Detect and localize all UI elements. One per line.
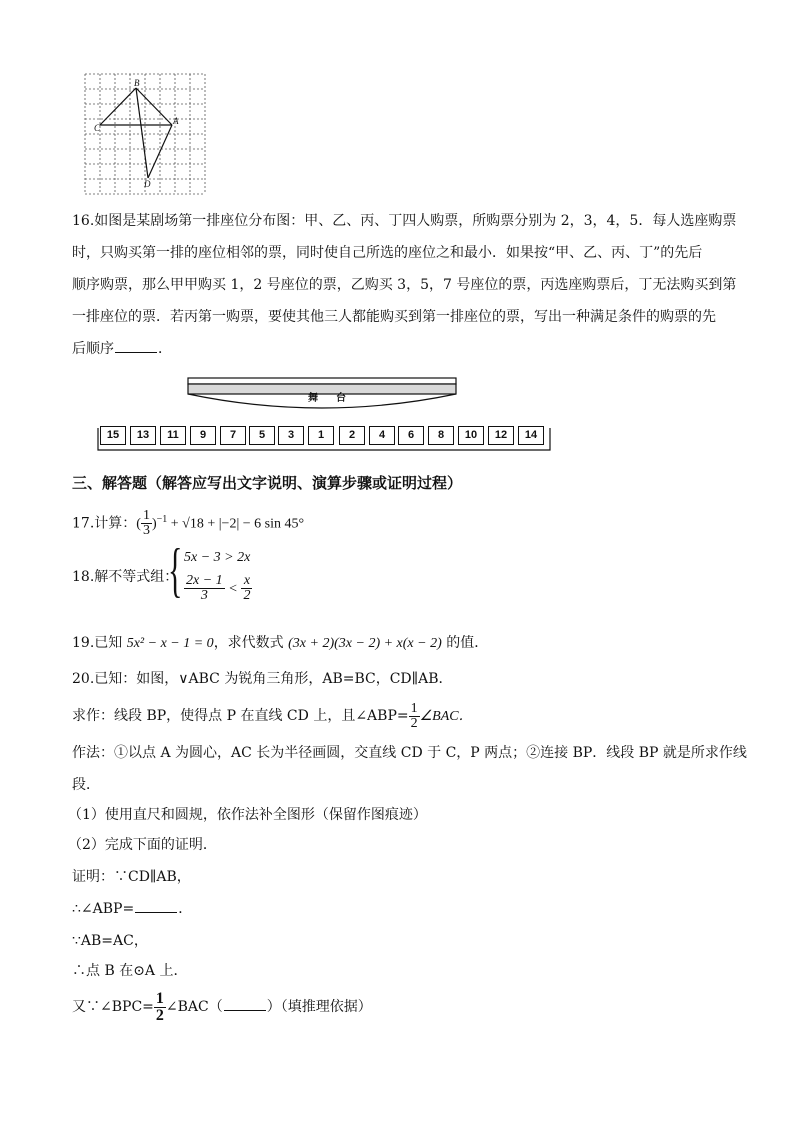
label-d: D (144, 179, 151, 189)
answer-blank (115, 338, 157, 353)
label-a: A (173, 116, 179, 126)
seat: 8 (428, 426, 454, 445)
q20-line-10: ∴点 B 在⊙A 上． (72, 963, 188, 979)
q20-line-6: （2）完成下面的证明． (68, 837, 217, 853)
q16-line-5 (72, 334, 732, 364)
q20-line-2-pre: 求作：线段 BP，使得点 P 在直线 CD 上，且∠ABP= (72, 708, 409, 724)
grid-figure (84, 73, 206, 195)
q20-line-11-pre: 又∵∠BPC= (72, 999, 154, 1015)
seat: 14 (518, 426, 544, 445)
q17-prefix: 17.计算： (72, 515, 137, 532)
q18-inequality-1: 5x − 3 > 2x (184, 550, 251, 565)
q17-rest: + |−2| − 6 sin 45° (203, 516, 305, 532)
q20-line-11 (72, 988, 732, 1026)
q20-half-num: 1 (410, 700, 418, 716)
answer-blank (135, 898, 177, 913)
q18-inequality-2 (184, 574, 252, 603)
q20-line-4: 段． (72, 777, 100, 793)
q20-line-11-mid: ∠BAC（ (165, 999, 223, 1015)
q18-system (168, 537, 368, 614)
q20-line-8-pre: ∴∠ABP= (72, 901, 135, 917)
q16-line-4: 一排座位的票．若丙第一购票，要使其他三人都能购买到第一排座位的票，写出一种满足条件的购票的先 (72, 309, 716, 325)
q17: 17.计算：( $\frac{1}{3}$ )$^{-1}$ + √18 + |−2| − 6 sin 45° (72, 508, 305, 539)
q19-prefix: 19.已知 (72, 635, 127, 651)
seat: 3 (278, 426, 304, 445)
label-b: B (134, 78, 140, 88)
seat: 15 (100, 426, 126, 445)
q19-expression: (3x + 2)(3x − 2) + x(x − 2) (288, 636, 442, 651)
q17-fraction (141, 509, 152, 538)
seat: 1 (308, 426, 334, 445)
label-c: C (94, 123, 101, 133)
q20-line-7: 证明：∵CD∥AB， (72, 869, 191, 885)
q17-root: √18 (182, 516, 204, 532)
answer-blank (224, 996, 266, 1011)
seat: 6 (398, 426, 424, 445)
q20-line-11-post: ）（填推理依据） (266, 999, 372, 1015)
q19-mid: ，求代数式 (213, 635, 289, 651)
q17-plus: + (167, 516, 183, 532)
q16-line-1: 16.如图是某剧场第一排座位分布图：甲、乙、丙、丁四人购票，所购票分别为 2，3，4，5．每人选座购票 (72, 213, 737, 229)
seat: 2 (339, 426, 365, 445)
q20-line-3: 作法：①以点 A 为圆心，AC 长为半径画圆，交直线 CD 于 C，P 两点；②连接 BP．线段 BP 就是所求作线 (72, 745, 747, 761)
seat: 5 (249, 426, 275, 445)
q16-end: ． (158, 341, 172, 357)
seat: 11 (160, 426, 186, 445)
q18-den-1: 3 (200, 588, 208, 603)
q18-den-2: 2 (243, 588, 251, 603)
q19 (72, 628, 732, 659)
q16-line-5-text: 后顺序 (72, 341, 114, 357)
seat: 9 (190, 426, 216, 445)
q17-denominator: 3 (142, 523, 150, 539)
q20-line-9: ∵AB=AC， (72, 933, 148, 949)
q18-lt: < (229, 581, 238, 597)
q20-half-den-2: 2 (155, 1006, 164, 1024)
q20-line-8 (72, 894, 732, 924)
seat: 13 (130, 426, 156, 445)
seat: 4 (369, 426, 395, 445)
q18-num-1: 2x − 1 (186, 573, 223, 588)
brace-icon: { (168, 537, 183, 603)
stage-label-left: 舞 (308, 393, 318, 404)
seat: 10 (458, 426, 484, 445)
triangle-grid-diagram (84, 73, 214, 201)
q19-equation: 5x² − x − 1 = 0 (126, 636, 214, 651)
q20-line-8-post: ． (178, 901, 193, 917)
q17-exponent: −1 (156, 514, 168, 525)
q20-line-5: （1）使用直尺和圆规，依作法补全图形（保留作图痕迹） (68, 807, 427, 823)
seat: 12 (488, 426, 514, 445)
seat: 7 (220, 426, 246, 445)
q16-line-3: 顺序购票，那么甲甲购买 1，2 号座位的票，乙购买 3，5，7 号座位的票，丙选座购票后，丁无法购买到第 (72, 277, 737, 293)
section-3-title: 三、解答题（解答应写出文字说明、演算步骤或证明过程） (72, 474, 463, 492)
stage-label-right: 台 (336, 393, 346, 404)
q20-line-2-post: ∠BAC． (419, 709, 473, 724)
q17-numerator: 1 (142, 508, 150, 524)
q16-line-2: 时，只购买第一排的座位相邻的票，同时使自己所选的座位之和最小．如果按“甲、乙、丙、丁”的先后 (72, 245, 703, 261)
q20-half-den: 2 (410, 715, 418, 731)
q18-prefix: 18.解不等式组： (72, 569, 179, 585)
q20-half-num-2: 1 (155, 989, 164, 1007)
q18-num-2: x (241, 574, 252, 589)
q20-line-2 (72, 698, 732, 735)
q20-line-1: 20.已知：如图，∨ABC 为锐角三角形，AB=BC，CD∥AB． (72, 671, 453, 687)
q19-end: 的值． (441, 635, 489, 651)
